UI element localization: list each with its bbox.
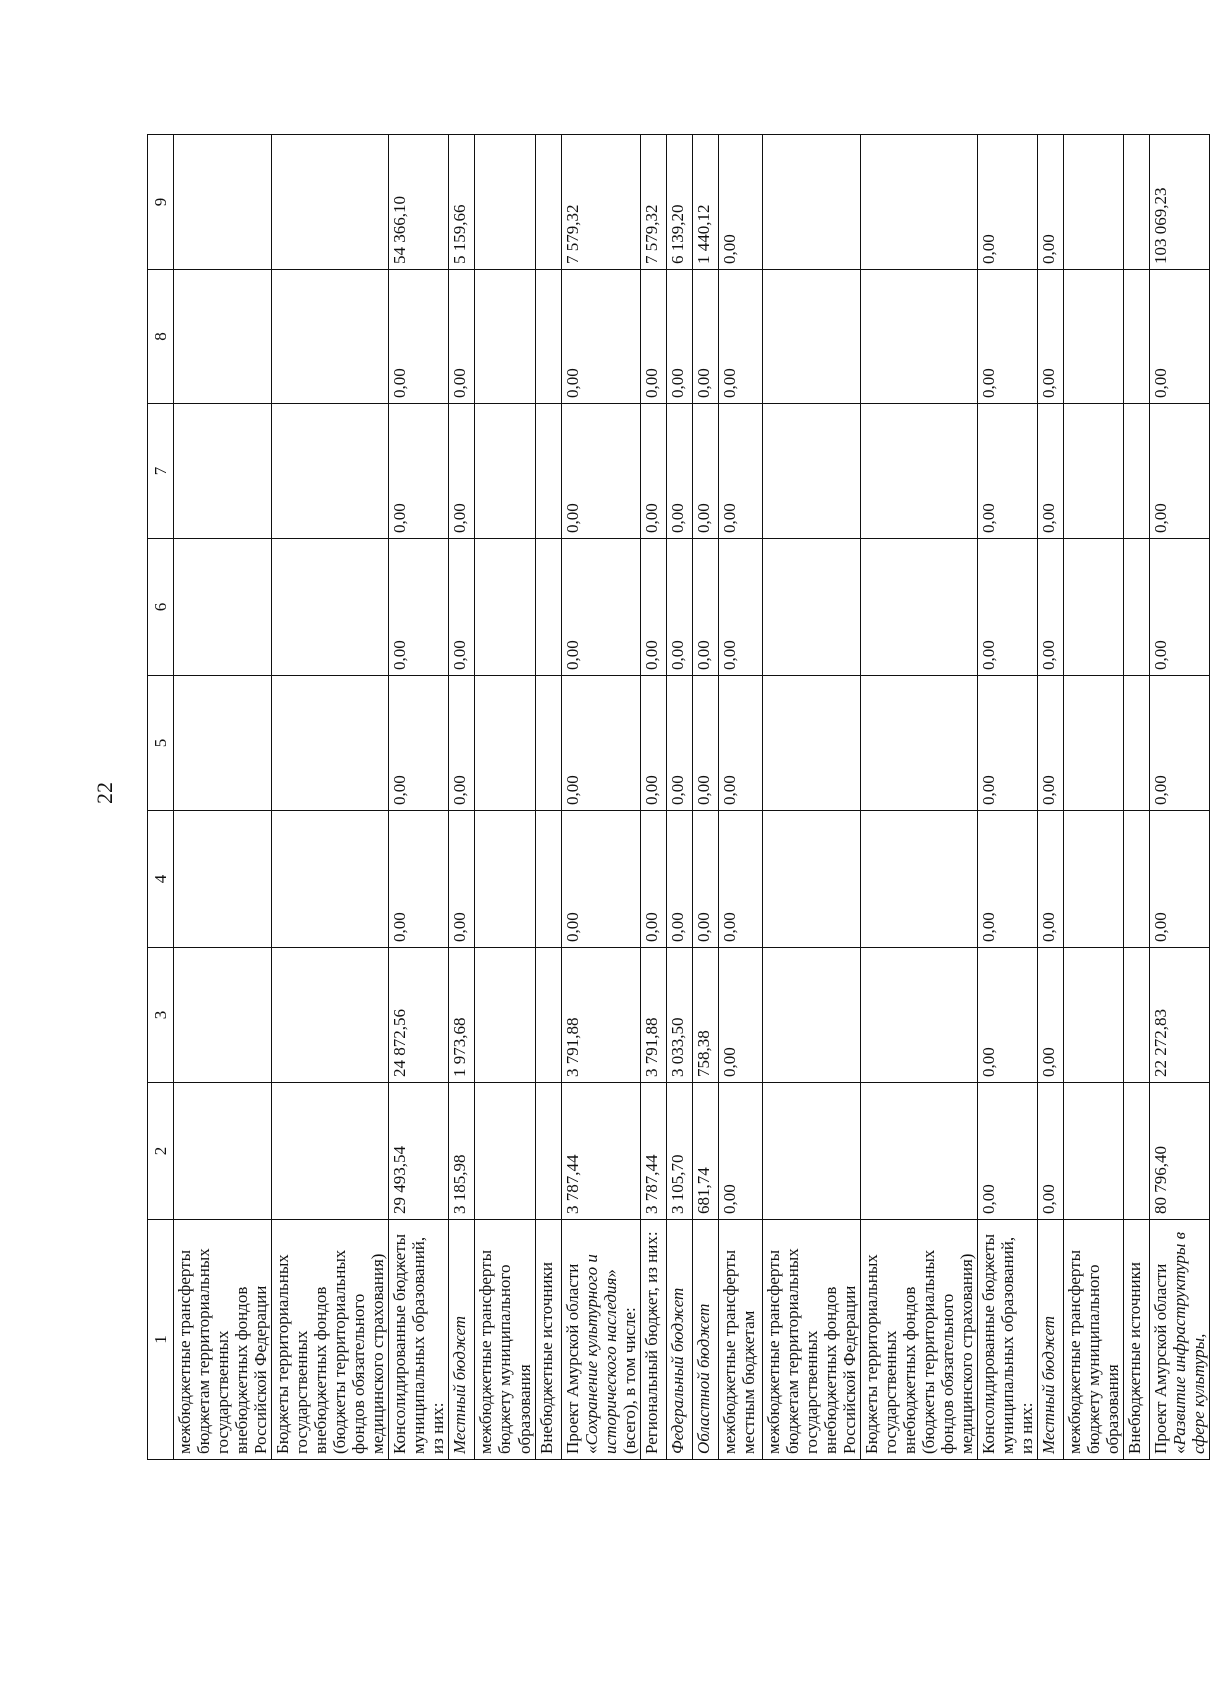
- value-cell: 0,00: [718, 948, 762, 1083]
- value-cell: 0,00: [718, 270, 762, 404]
- table-row: [692, 135, 718, 1460]
- value-cell: 0,00: [449, 811, 475, 948]
- row-label: [1150, 1220, 1210, 1460]
- value-cell: 80 796,40: [1150, 1083, 1210, 1220]
- value-cell: [1064, 539, 1124, 676]
- value-cell: [272, 676, 389, 811]
- value-cell: [475, 404, 535, 539]
- value-cell: 0,00: [1038, 135, 1064, 270]
- row-label: межбюджетные трансферты бюджетам территориальных государственных внебюджетных фондов Российской Федерации: [762, 1220, 860, 1460]
- value-cell: 0,00: [561, 811, 640, 948]
- value-cell: 0,00: [978, 811, 1038, 948]
- value-cell: [174, 404, 272, 539]
- row-label: Консолидированные бюджеты муниципальных образований, из них:: [389, 1220, 449, 1460]
- value-cell: [1064, 270, 1124, 404]
- value-cell: 0,00: [666, 811, 692, 948]
- value-cell: [272, 135, 389, 270]
- value-cell: [860, 135, 977, 270]
- value-cell: [1064, 1083, 1124, 1220]
- value-cell: 7 579,32: [561, 135, 640, 270]
- value-cell: 0,00: [389, 676, 449, 811]
- value-cell: [535, 539, 561, 676]
- value-cell: 0,00: [1150, 270, 1210, 404]
- row-label-part: » (всего), в том числе:: [600, 1269, 639, 1454]
- value-cell: 0,00: [978, 135, 1038, 270]
- value-cell: 0,00: [978, 1083, 1038, 1220]
- value-cell: [1124, 676, 1150, 811]
- value-cell: 0,00: [561, 676, 640, 811]
- row-label: Областной бюджет: [692, 1220, 718, 1460]
- value-cell: 0,00: [666, 539, 692, 676]
- col-header: 7: [148, 404, 174, 539]
- value-cell: 0,00: [692, 404, 718, 539]
- value-cell: [762, 404, 860, 539]
- value-cell: [762, 539, 860, 676]
- value-cell: 22 272,83: [1150, 948, 1210, 1083]
- value-cell: [860, 404, 977, 539]
- value-cell: [272, 948, 389, 1083]
- value-cell: 6 139,20: [666, 135, 692, 270]
- col-header: 4: [148, 811, 174, 948]
- value-cell: 0,00: [978, 948, 1038, 1083]
- value-cell: [860, 811, 977, 948]
- value-cell: 0,00: [561, 539, 640, 676]
- value-cell: [174, 1083, 272, 1220]
- value-cell: 0,00: [692, 539, 718, 676]
- table-row: [389, 135, 449, 1460]
- value-cell: [475, 1083, 535, 1220]
- value-cell: [272, 404, 389, 539]
- value-cell: [860, 270, 977, 404]
- value-cell: [535, 135, 561, 270]
- table-row: [1150, 135, 1210, 1460]
- value-cell: 103 069,23: [1150, 135, 1210, 270]
- table-row: [535, 135, 561, 1460]
- col-header: 2: [148, 1083, 174, 1220]
- value-cell: [174, 948, 272, 1083]
- value-cell: 0,00: [561, 270, 640, 404]
- value-cell: 758,38: [692, 948, 718, 1083]
- value-cell: 0,00: [1038, 811, 1064, 948]
- row-label: межбюджетные трансферты бюджету муниципального образования: [1064, 1220, 1124, 1460]
- value-cell: 0,00: [640, 811, 666, 948]
- row-label: Консолидированные бюджеты муниципальных образований, из них:: [978, 1220, 1038, 1460]
- row-label-part: Проект Амурской области «: [562, 1263, 601, 1454]
- value-cell: [272, 270, 389, 404]
- value-cell: 0,00: [718, 135, 762, 270]
- value-cell: 0,00: [666, 404, 692, 539]
- table-row: [449, 135, 475, 1460]
- value-cell: 0,00: [718, 811, 762, 948]
- value-cell: [1124, 948, 1150, 1083]
- value-cell: 3 787,44: [640, 1083, 666, 1220]
- value-cell: 54 366,10: [389, 135, 449, 270]
- value-cell: [762, 811, 860, 948]
- table-row: [475, 135, 535, 1460]
- value-cell: 5 159,66: [449, 135, 475, 270]
- value-cell: 0,00: [1038, 1083, 1064, 1220]
- col-header: 3: [148, 948, 174, 1083]
- col-header: 6: [148, 539, 174, 676]
- value-cell: 0,00: [449, 404, 475, 539]
- value-cell: 0,00: [389, 811, 449, 948]
- value-cell: 3 033,50: [666, 948, 692, 1083]
- value-cell: [860, 1083, 977, 1220]
- value-cell: 0,00: [449, 676, 475, 811]
- row-label: [561, 1220, 640, 1460]
- value-cell: [272, 1083, 389, 1220]
- value-cell: [762, 948, 860, 1083]
- value-cell: 0,00: [640, 270, 666, 404]
- value-cell: 3 185,98: [449, 1083, 475, 1220]
- value-cell: 0,00: [1038, 404, 1064, 539]
- value-cell: 0,00: [640, 404, 666, 539]
- value-cell: 0,00: [978, 404, 1038, 539]
- value-cell: [535, 811, 561, 948]
- value-cell: 0,00: [718, 1083, 762, 1220]
- value-cell: [475, 539, 535, 676]
- value-cell: [860, 539, 977, 676]
- row-label: межбюджетные трансферты бюджетам территориальных государственных внебюджетных фондов Российской Федерации: [174, 1220, 272, 1460]
- value-cell: [475, 270, 535, 404]
- value-cell: 0,00: [666, 676, 692, 811]
- row-label: Бюджеты территориальных государственных внебюджетных фондов (бюджеты территориальных фондов обязательного медицинского страхования): [272, 1220, 389, 1460]
- value-cell: [1064, 811, 1124, 948]
- value-cell: [860, 948, 977, 1083]
- value-cell: [1124, 135, 1150, 270]
- value-cell: [272, 539, 389, 676]
- value-cell: [475, 135, 535, 270]
- row-label: Бюджеты территориальных государственных внебюджетных фондов (бюджеты территориальных фондов обязательного медицинского страхования): [860, 1220, 977, 1460]
- value-cell: [762, 676, 860, 811]
- row-label-italic-part: Развитие инфраструктуры в сфере культуры,: [1170, 1231, 1209, 1454]
- value-cell: 0,00: [978, 270, 1038, 404]
- value-cell: 0,00: [1150, 676, 1210, 811]
- table-row: [666, 135, 692, 1460]
- value-cell: [174, 676, 272, 811]
- table-row: [272, 135, 389, 1460]
- value-cell: 0,00: [666, 270, 692, 404]
- row-label: Внебюджетные источники: [1124, 1220, 1150, 1460]
- table-body: [148, 135, 1210, 1460]
- value-cell: 0,00: [692, 270, 718, 404]
- value-cell: [475, 948, 535, 1083]
- row-label: Региональный бюджет, из них:: [640, 1220, 666, 1460]
- table-row: [860, 135, 977, 1460]
- col-header: 9: [148, 135, 174, 270]
- value-cell: [762, 270, 860, 404]
- value-cell: [1124, 404, 1150, 539]
- row-label: межбюджетные трансферты местным бюджетам: [718, 1220, 762, 1460]
- value-cell: 0,00: [692, 811, 718, 948]
- table-row: [718, 135, 762, 1460]
- table-row: [978, 135, 1038, 1460]
- value-cell: 0,00: [1038, 270, 1064, 404]
- row-label: Местный бюджет: [1038, 1220, 1064, 1460]
- value-cell: [475, 811, 535, 948]
- value-cell: [1124, 811, 1150, 948]
- value-cell: 3 791,88: [640, 948, 666, 1083]
- value-cell: [174, 539, 272, 676]
- value-cell: [1064, 404, 1124, 539]
- value-cell: 7 579,32: [640, 135, 666, 270]
- value-cell: 0,00: [449, 270, 475, 404]
- value-cell: 0,00: [1150, 539, 1210, 676]
- value-cell: [174, 270, 272, 404]
- row-label: Местный бюджет: [449, 1220, 475, 1460]
- value-cell: 0,00: [640, 539, 666, 676]
- value-cell: 0,00: [1038, 676, 1064, 811]
- value-cell: [1124, 1083, 1150, 1220]
- value-cell: 0,00: [718, 539, 762, 676]
- value-cell: [174, 135, 272, 270]
- value-cell: 0,00: [978, 539, 1038, 676]
- budget-table: [147, 134, 1210, 1460]
- value-cell: 0,00: [449, 539, 475, 676]
- value-cell: 0,00: [389, 404, 449, 539]
- table-row: [640, 135, 666, 1460]
- value-cell: 0,00: [718, 676, 762, 811]
- value-cell: 0,00: [692, 676, 718, 811]
- table-row: [1124, 135, 1150, 1460]
- value-cell: [174, 811, 272, 948]
- value-cell: [1064, 135, 1124, 270]
- row-label: межбюджетные трансферты бюджету муниципального образования: [475, 1220, 535, 1460]
- value-cell: [535, 1083, 561, 1220]
- value-cell: [762, 135, 860, 270]
- row-label: Федеральный бюджет: [666, 1220, 692, 1460]
- value-cell: [475, 676, 535, 811]
- row-label-part: Проект Амурской области «: [1151, 1263, 1190, 1454]
- table-header-row: [148, 135, 174, 1460]
- value-cell: [272, 811, 389, 948]
- value-cell: 0,00: [1150, 404, 1210, 539]
- value-cell: 0,00: [978, 676, 1038, 811]
- value-cell: 0,00: [1038, 539, 1064, 676]
- value-cell: [1064, 948, 1124, 1083]
- value-cell: 1 973,68: [449, 948, 475, 1083]
- value-cell: 0,00: [389, 539, 449, 676]
- row-label-italic-part: Сохранение культурного и исторического наследия: [581, 1254, 620, 1454]
- value-cell: 29 493,54: [389, 1083, 449, 1220]
- value-cell: 3 791,88: [561, 948, 640, 1083]
- value-cell: 0,00: [1150, 811, 1210, 948]
- value-cell: [1124, 539, 1150, 676]
- value-cell: 0,00: [1038, 948, 1064, 1083]
- value-cell: 0,00: [640, 676, 666, 811]
- value-cell: [1124, 270, 1150, 404]
- table-row: [762, 135, 860, 1460]
- rotated-table-container: [147, 135, 1209, 1460]
- value-cell: 0,00: [718, 404, 762, 539]
- value-cell: [860, 676, 977, 811]
- value-cell: 1 440,12: [692, 135, 718, 270]
- value-cell: [535, 404, 561, 539]
- value-cell: [535, 270, 561, 404]
- col-header: 1: [148, 1220, 174, 1460]
- value-cell: 0,00: [389, 270, 449, 404]
- value-cell: [535, 676, 561, 811]
- value-cell: 681,74: [692, 1083, 718, 1220]
- value-cell: [535, 948, 561, 1083]
- value-cell: [1064, 676, 1124, 811]
- col-header: 8: [148, 270, 174, 404]
- table-row: [1038, 135, 1064, 1460]
- page-number: 22: [92, 782, 117, 804]
- value-cell: [762, 1083, 860, 1220]
- value-cell: 0,00: [561, 404, 640, 539]
- table-row: [174, 135, 272, 1460]
- table-row: [1064, 135, 1124, 1460]
- col-header: 5: [148, 676, 174, 811]
- value-cell: 24 872,56: [389, 948, 449, 1083]
- table-row: [561, 135, 640, 1460]
- row-label: Внебюджетные источники: [535, 1220, 561, 1460]
- value-cell: 3 105,70: [666, 1083, 692, 1220]
- value-cell: 3 787,44: [561, 1083, 640, 1220]
